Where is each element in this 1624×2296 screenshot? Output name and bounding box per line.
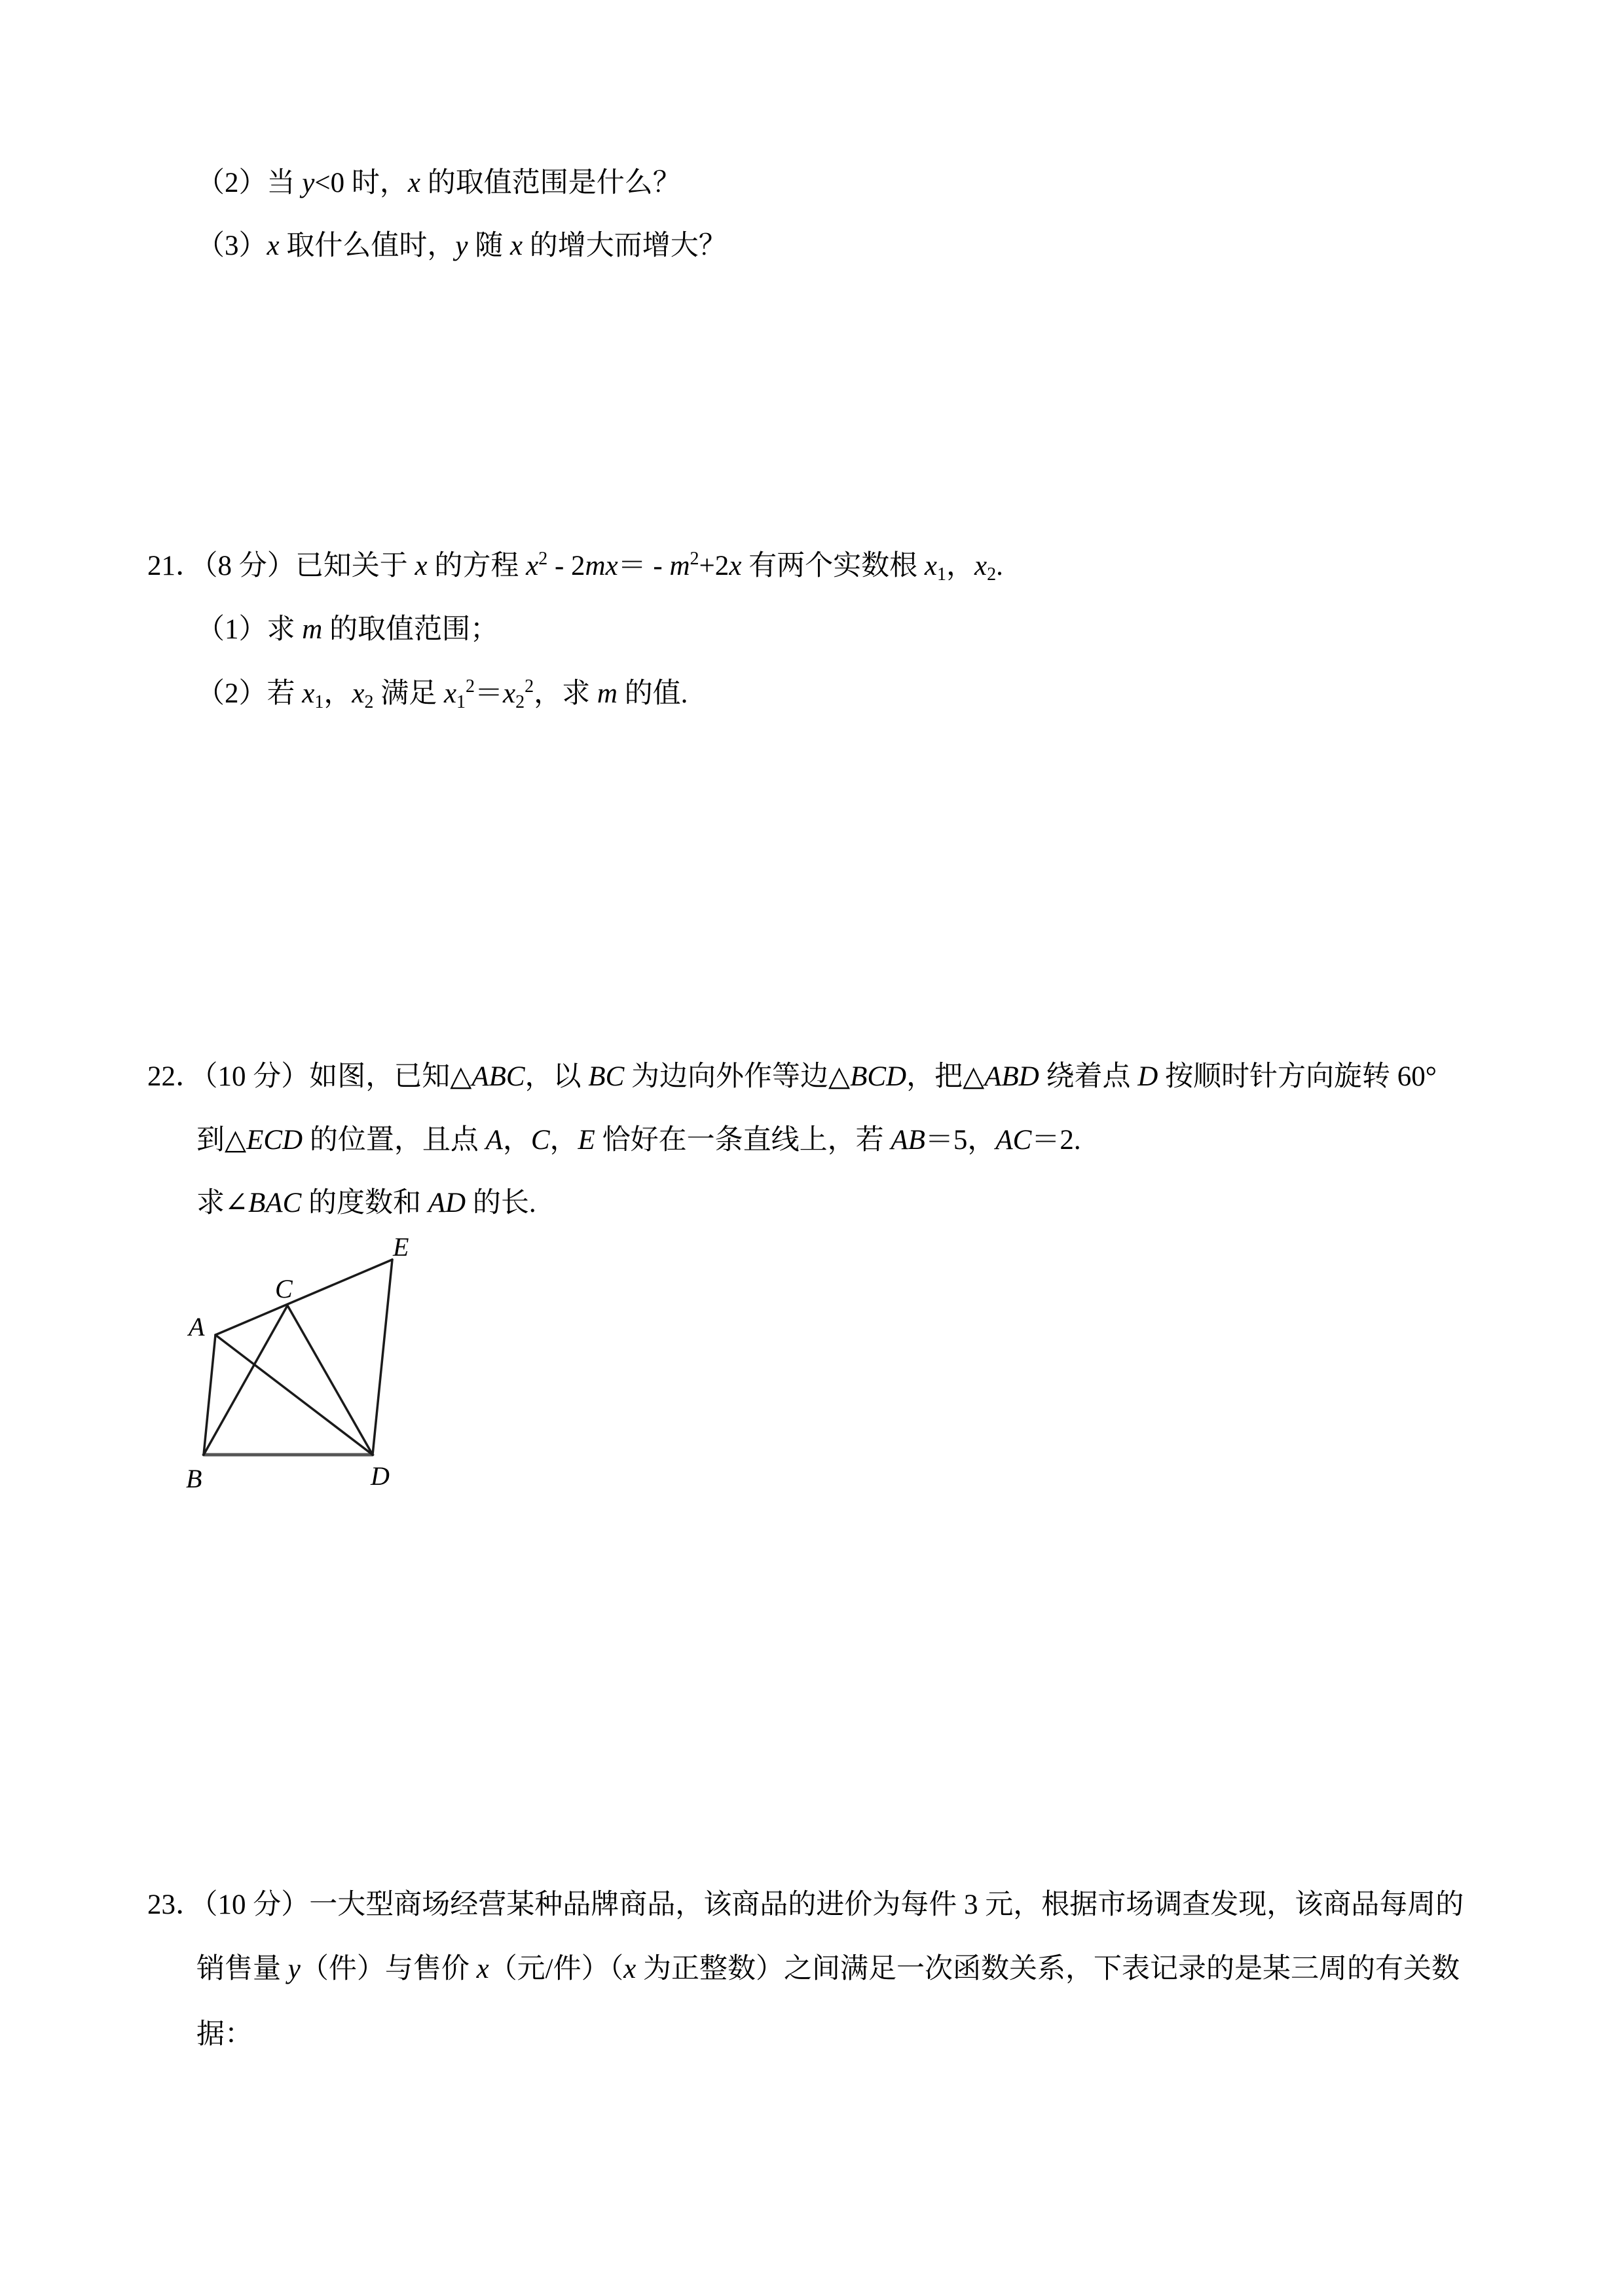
q22-line2 <box>196 1121 1081 1160</box>
text: 的取值范围是什么？ <box>420 168 681 198</box>
exponent: 2 <box>690 549 699 569</box>
text: . <box>996 551 1003 581</box>
label-a: A <box>189 1312 205 1341</box>
part-label: （1） <box>196 614 267 645</box>
part-label: （2） <box>196 678 267 709</box>
text: 的增大而增大？ <box>523 230 727 261</box>
var: BAC <box>248 1188 302 1218</box>
label-b: B <box>186 1464 202 1493</box>
part-label: （3） <box>196 230 267 261</box>
text: 按顺时针方向旋转 60° <box>1158 1061 1437 1092</box>
var-y: y <box>455 230 468 261</box>
line-ed <box>373 1260 392 1455</box>
text: - 2 <box>547 551 585 581</box>
subscript: 1 <box>314 692 324 712</box>
text: ， <box>323 678 352 709</box>
text: 的长. <box>466 1188 536 1218</box>
var: x <box>415 551 428 581</box>
var: AD <box>428 1188 466 1218</box>
text: ， <box>502 1125 531 1156</box>
var-x: x <box>267 230 280 261</box>
question-score: （8 分） <box>204 551 295 581</box>
text: ，以 <box>525 1061 589 1092</box>
var: x <box>924 551 937 581</box>
text: ， <box>946 551 974 581</box>
var: BC <box>588 1061 625 1092</box>
text: ＝ <box>475 678 504 709</box>
q22-line1 <box>147 1057 1437 1097</box>
q23-line2 <box>196 1950 1460 1989</box>
subscript: 2 <box>515 692 525 712</box>
var: y <box>287 1954 301 1984</box>
line-cd <box>287 1305 373 1455</box>
text: 到△ <box>196 1125 247 1156</box>
text: ，求 <box>534 678 597 709</box>
question-number: 23． <box>147 1889 204 1920</box>
text: （件）与售价 <box>300 1954 477 1984</box>
var: C <box>530 1125 550 1156</box>
text: 据： <box>196 2019 253 2050</box>
var: x <box>443 678 457 709</box>
var: x <box>974 551 987 581</box>
var: A <box>485 1125 503 1156</box>
label-d: D <box>371 1461 390 1491</box>
q23-line1 <box>147 1886 1464 1925</box>
text: 已知关于 <box>295 551 415 581</box>
text: 为边向外作等边△ <box>624 1061 851 1092</box>
label-c: C <box>275 1274 293 1303</box>
var-y: y <box>302 168 315 198</box>
line-ad <box>215 1335 373 1455</box>
text: 求∠ <box>196 1188 249 1218</box>
question-score: （10 分） <box>204 1889 310 1920</box>
var: x <box>352 678 365 709</box>
text: 一大型商场经营某种品牌商品，该商品的进价为每件 3 元，根据市场调查发现，该商品每周的 <box>309 1889 1464 1920</box>
text: 的取值范围； <box>322 614 499 645</box>
var: x <box>302 678 315 709</box>
var: x <box>729 551 742 581</box>
q21-part2 <box>196 674 688 714</box>
text: 当 <box>267 168 303 198</box>
q21-stem <box>147 547 1003 586</box>
question-number: 22． <box>147 1061 204 1092</box>
subscript: 2 <box>987 564 997 585</box>
text: 随 <box>468 230 510 261</box>
var: m <box>302 614 323 645</box>
text: ＝5， <box>925 1125 996 1156</box>
text: 恰好在一条直线上，若 <box>595 1125 891 1156</box>
text: 的方程 <box>427 551 526 581</box>
subscript: 2 <box>364 692 374 712</box>
q23-line3 <box>196 2015 253 2054</box>
var: ABD <box>984 1061 1039 1092</box>
text: ＝2. <box>1031 1125 1081 1156</box>
exponent: 2 <box>538 549 548 569</box>
exponent: 2 <box>466 676 475 697</box>
text: 的度数和 <box>301 1188 428 1218</box>
part-label: （2） <box>196 168 267 198</box>
var: ECD <box>246 1125 303 1156</box>
exponent: 2 <box>525 676 534 697</box>
var: x <box>476 1954 489 1984</box>
line-ae <box>215 1260 392 1335</box>
subscript: 1 <box>456 692 466 712</box>
geometry-figure <box>177 1231 439 1506</box>
triangle-diagram <box>177 1231 439 1506</box>
text: 绕着点 <box>1039 1061 1138 1092</box>
var: BCD <box>850 1061 907 1092</box>
var: x <box>503 678 516 709</box>
var: D <box>1137 1061 1158 1092</box>
text: 求 <box>267 614 303 645</box>
text: +2 <box>699 551 729 581</box>
label-e: E <box>393 1232 409 1262</box>
var-x: x <box>509 230 523 261</box>
text: 有两个实数根 <box>741 551 925 581</box>
var: x <box>526 551 539 581</box>
text: <0 时， <box>314 168 408 198</box>
var: x <box>623 1954 637 1984</box>
text: 为正整数）之间满足一次函数关系，下表记录的是某三周的有关数 <box>636 1954 1460 1984</box>
q20-part2 <box>196 164 681 203</box>
text: ， <box>549 1125 578 1156</box>
q21-part1 <box>196 610 498 649</box>
var: m <box>669 551 690 581</box>
q20-part3 <box>196 227 727 266</box>
text: （元/件）（ <box>489 1954 624 1984</box>
question-number: 21． <box>147 551 204 581</box>
var: mx <box>585 551 618 581</box>
var: AC <box>995 1125 1032 1156</box>
subscript: 1 <box>937 564 946 585</box>
var: m <box>597 678 618 709</box>
var: ABC <box>471 1061 525 1092</box>
question-score: （10 分） <box>204 1061 310 1092</box>
text: 如图，已知△ <box>309 1061 472 1092</box>
var-x: x <box>407 168 420 198</box>
text: 的值. <box>617 678 688 709</box>
var: AB <box>891 1125 925 1156</box>
text: 取什么值时， <box>279 230 456 261</box>
q22-line3 <box>196 1184 536 1223</box>
text: ，把△ <box>906 1061 985 1092</box>
text: ＝ - <box>618 551 670 581</box>
text: 的位置，且点 <box>303 1125 486 1156</box>
var: E <box>578 1125 595 1156</box>
text: 若 <box>267 678 303 709</box>
text: 满足 <box>373 678 444 709</box>
text: 销售量 <box>196 1954 288 1984</box>
